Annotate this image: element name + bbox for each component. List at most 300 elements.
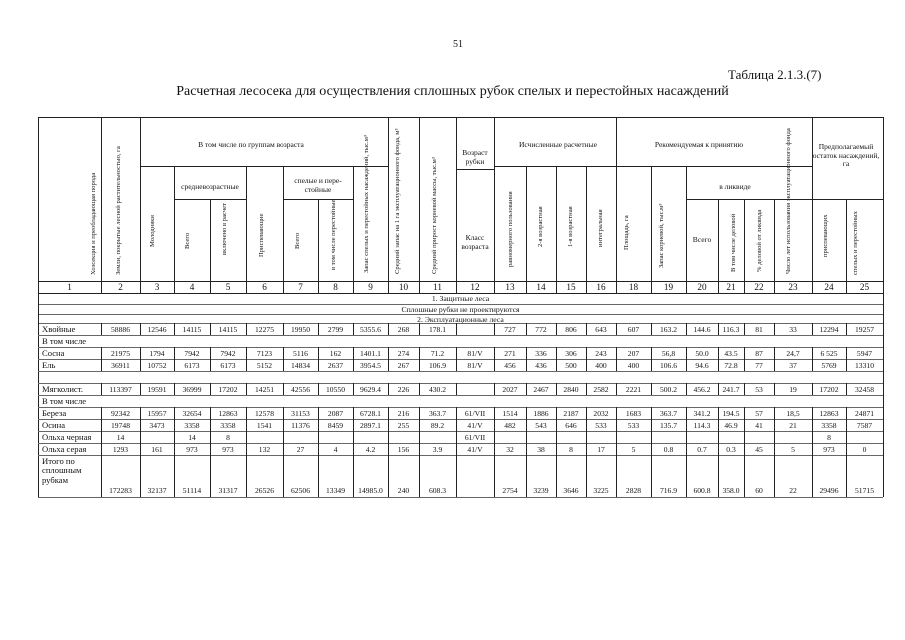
row-label: Итого по сплошным рубкам (42, 456, 82, 485)
table-cell: 241.7 (722, 385, 740, 394)
table-cell: 81 (755, 325, 763, 334)
row-border (38, 443, 883, 444)
table-cell: 12863 (218, 409, 238, 418)
table-cell: 10752 (147, 361, 167, 370)
grid-vline (744, 199, 745, 281)
table-cell: 178.1 (428, 325, 447, 334)
column-number: 3 (154, 282, 160, 292)
table-cell: 973 (222, 445, 234, 454)
table-cell: 61/VII (464, 409, 486, 418)
table-cell: 50.0 (695, 349, 709, 358)
header-middle-included: включено в расчет (221, 203, 228, 255)
header-calc-age1: 1-я возрастная (567, 206, 574, 247)
header-species: Хозсекция и преобладающая порода (90, 172, 97, 275)
table-cell: 226 (397, 385, 410, 394)
table-cell: 71.2 (430, 349, 445, 358)
table-cell: 0 (862, 445, 867, 454)
table-cell: 10550 (326, 385, 345, 394)
table-cell: 15957 (147, 409, 167, 418)
table-cell: 51715 (855, 486, 874, 495)
table-cell: 772 (535, 325, 547, 334)
table-cell: 6173 (184, 361, 200, 370)
column-number: 2 (118, 282, 123, 292)
column-number: 5 (225, 282, 231, 292)
table-cell: 106.9 (428, 361, 447, 370)
header-stock-mature: Запас спелых и перестойных насаждений, тыс.м³ (363, 135, 370, 273)
table-cell: 1683 (625, 409, 642, 418)
table-number: Таблица 2.1.3.(7) (728, 67, 822, 82)
table-cell: 61/VII (464, 433, 486, 442)
table-cell: 19591 (147, 385, 167, 394)
row-border (38, 395, 883, 396)
table-cell: 2187 (563, 409, 579, 418)
row-vline (456, 323, 457, 335)
column-number: 25 (859, 282, 870, 292)
table-cell: 7942 (184, 349, 200, 358)
label-incl-conifer: В том числе (42, 336, 87, 346)
row-vline (456, 455, 457, 497)
table-cell: 3225 (593, 486, 609, 495)
grid-vline (283, 166, 284, 281)
row-vline (494, 431, 495, 443)
row-label: Ольха черная (42, 432, 92, 442)
table-cell: 0.3 (726, 445, 736, 454)
table-cell: 114.3 (693, 421, 711, 430)
table-cell: 12275 (255, 325, 274, 334)
table-right-border (883, 293, 884, 497)
row-label: Осина (42, 420, 66, 430)
grid-vline (456, 117, 457, 281)
table-cell: 727 (504, 325, 516, 334)
table-cell: 42556 (291, 385, 310, 394)
table-cell: 2828 (625, 486, 642, 495)
table-cell: 240 (397, 486, 410, 495)
table-cell: 456 (504, 361, 516, 370)
header-liquid-total: Всего (692, 235, 712, 244)
table-cell: 58886 (111, 325, 130, 334)
table-cell: 3954.5 (360, 361, 381, 370)
column-number: 1 (67, 282, 72, 292)
table-cell: 1541 (256, 421, 273, 430)
table-cell: 5947 (856, 349, 873, 358)
label-incl-deciduous: В том числе (42, 396, 87, 406)
table-top-border (38, 117, 883, 118)
table-cell: 113397 (109, 385, 132, 394)
header-young: Молодняки (149, 215, 156, 247)
table-cell: 56,8 (661, 349, 676, 358)
table-cell: 3239 (533, 486, 549, 495)
header-cut-age: Возраст рубки (462, 148, 488, 166)
grid-vline (526, 166, 527, 281)
table-cell: 358.0 (722, 486, 740, 495)
table-cell: 3.9 (432, 445, 443, 454)
grid-hline (140, 166, 388, 167)
table-cell: 2467 (533, 385, 549, 394)
row-label: Ель (42, 360, 56, 370)
table-cell: 13310 (855, 361, 874, 370)
table-cell: 255 (397, 421, 410, 430)
table-cell: 31317 (218, 486, 238, 495)
table-cell: 2637 (327, 361, 344, 370)
table-cell: 24871 (855, 409, 874, 418)
header-mature: спелые и пере-стойные (294, 176, 342, 194)
table-cell: 400 (595, 361, 607, 370)
forest-cutting-table (38, 117, 883, 497)
table-cell: 156 (397, 445, 410, 454)
row-vline (686, 431, 687, 443)
header-age-groups: В том числе по группам возраста (198, 140, 304, 149)
grid-hline (456, 169, 494, 170)
grid-hline (38, 383, 883, 384)
table-cell: 12578 (255, 409, 274, 418)
grid-vline (174, 166, 175, 281)
table-cell: 94.6 (695, 361, 709, 370)
grid-vline (388, 117, 389, 281)
table-cell: 6728.1 (360, 409, 381, 418)
header-avg-stock: Средний запас на 1 га эксплуатационного фонда, м³ (394, 128, 401, 274)
grid-vline (812, 117, 813, 281)
table-cell: 2754 (502, 486, 518, 495)
table-cell: 5355.6 (360, 325, 381, 334)
table-cell: 216 (397, 409, 410, 418)
row-border (38, 497, 883, 498)
column-number: 19 (663, 282, 674, 292)
table-cell: 600.8 (693, 486, 711, 495)
table-cell: 8 (827, 433, 831, 442)
table-cell: 32 (506, 445, 514, 454)
table-cell: 5 (631, 445, 636, 454)
table-cell: 32654 (182, 409, 202, 418)
table-cell: 135.7 (659, 421, 678, 430)
grid-vline (140, 117, 141, 281)
table-cell: 716.9 (659, 486, 678, 495)
row-vline (419, 431, 420, 443)
column-number: 4 (189, 282, 195, 292)
table-cell: 21975 (111, 349, 130, 358)
table-cell: 33 (789, 325, 797, 334)
table-cell: 37 (789, 361, 797, 370)
header-calc-uniform: равномерного пользования (507, 191, 514, 267)
table-cell: 306 (565, 349, 577, 358)
table-cell: 172283 (109, 486, 132, 495)
table-cell: 194.5 (722, 409, 740, 418)
table-cell: 2799 (327, 325, 344, 334)
header-recommended: Рекомендуемая к принятию (654, 140, 744, 149)
row-vline (774, 431, 775, 443)
table-cell: 3646 (563, 486, 579, 495)
column-number: 18 (628, 282, 639, 292)
table-cell: 973 (186, 445, 198, 454)
column-number: 24 (824, 282, 834, 292)
table-cell: 8 (226, 433, 230, 442)
table-cell: 32137 (147, 486, 167, 495)
table-cell: 1401.1 (360, 349, 381, 358)
header-remainder-mature: спелых и перестойных (852, 211, 859, 275)
grid-vline (246, 166, 247, 281)
header-rec-area: Площадь, га (623, 215, 630, 250)
table-cell: 31153 (291, 409, 310, 418)
table-cell: 19748 (111, 421, 130, 430)
table-cell: 9629.4 (360, 385, 381, 394)
grid-hline (38, 347, 883, 348)
header-remainder-premature: приспевающих (822, 214, 829, 257)
table-cell: 41/V (467, 421, 483, 430)
table-cell: 19257 (855, 325, 874, 334)
grid-vline (353, 166, 354, 281)
header-rec-stock: Запас корневой, тыс.м³ (658, 203, 665, 268)
table-cell: 0.7 (697, 445, 707, 454)
header-middle-aged: средневозрастные (181, 182, 239, 191)
table-cell: 7942 (220, 349, 236, 358)
table-cell: 543 (535, 421, 547, 430)
column-number: 11 (433, 282, 442, 292)
row-border (38, 419, 883, 420)
table-cell: 46.9 (724, 421, 738, 430)
table-cell: 14985.0 (358, 486, 383, 495)
header-avg-increment: Средний прирост корневой массы, тыс.м³ (431, 157, 438, 274)
header-liquid-business: В том числе деловой (730, 213, 737, 272)
table-cell: 132 (258, 445, 271, 454)
table-cell: 17202 (218, 385, 238, 394)
grid-vline (651, 166, 652, 281)
table-cell: 14251 (255, 385, 274, 394)
table-cell: 363.7 (428, 409, 447, 418)
table-cell: 1886 (533, 409, 549, 418)
table-cell: 8459 (327, 421, 344, 430)
header-liquid: в ликвиде (719, 182, 751, 191)
header-calculated: Исчисленные расчетные (518, 140, 598, 149)
row-vline (651, 431, 652, 443)
table-cell: 22 (789, 486, 797, 495)
row-vline (140, 431, 141, 443)
header-lands: Земли, покрытые лесной растительностью, га (115, 146, 122, 275)
table-cell: 6 525 (820, 349, 838, 358)
table-cell: 18,5 (786, 409, 800, 418)
row-vline (353, 431, 354, 443)
table-cell: 267 (397, 361, 410, 370)
table-cell: 163.2 (659, 325, 678, 334)
column-number: 16 (596, 282, 606, 292)
table-cell: 36999 (182, 385, 202, 394)
row-vline (556, 431, 557, 443)
grid-hline (686, 199, 812, 200)
table-cell: 643 (595, 325, 607, 334)
table-cell: 500.2 (659, 385, 678, 394)
table-cell: 3358 (821, 421, 837, 430)
table-cell: 14834 (291, 361, 310, 370)
column-number: 10 (398, 282, 409, 292)
grid-vline (686, 166, 687, 281)
table-cell: 11376 (291, 421, 310, 430)
header-liquid-percent: % деловой от ликвида (756, 209, 763, 272)
table-cell: 12863 (819, 409, 839, 418)
table-cell: 271 (504, 349, 516, 358)
table-cell: 0.8 (663, 445, 674, 454)
row-vline (526, 431, 527, 443)
table-cell: 17 (597, 445, 605, 454)
table-cell: 6173 (220, 361, 236, 370)
row-border (38, 455, 883, 456)
grid-vline (101, 117, 102, 281)
table-cell: 13349 (326, 486, 345, 495)
page-number: 51 (453, 39, 463, 50)
table-cell: 268 (397, 325, 410, 334)
row-label: Хвойные (42, 324, 76, 334)
table-cell: 81/V (467, 361, 483, 370)
column-number: 20 (697, 282, 707, 292)
table-cell: 4 (333, 445, 338, 454)
row-border (38, 431, 883, 432)
section-not-designed: Сплошные рубки не проектируются (401, 305, 520, 314)
table-cell: 5116 (293, 349, 308, 358)
table-cell: 5 (791, 445, 795, 454)
grid-hline (494, 166, 616, 167)
table-cell: 26526 (255, 486, 274, 495)
table-cell: 8 (569, 445, 573, 454)
row-vline (456, 383, 457, 395)
table-cell: 21 (789, 421, 797, 430)
table-cell: 38 (537, 445, 545, 454)
table-cell: 41 (755, 421, 763, 430)
table-cell: 29496 (819, 486, 839, 495)
grid-vline (38, 117, 39, 281)
table-cell: 45 (755, 445, 763, 454)
table-cell: 77 (755, 361, 763, 370)
table-cell: 1293 (112, 445, 129, 454)
row-border (38, 371, 883, 372)
table-cell: 4.2 (365, 445, 376, 454)
table-cell: 62506 (291, 486, 310, 495)
table-cell: 14 (116, 433, 125, 442)
row-vline (246, 431, 247, 443)
table-cell: 2582 (593, 385, 609, 394)
table-cell: 2221 (625, 385, 642, 394)
table-cell: 243 (595, 349, 607, 358)
table-cell: 607 (627, 325, 640, 334)
column-number: 22 (754, 282, 764, 292)
table-cell: 430.2 (428, 385, 447, 394)
row-label: Сосна (42, 348, 65, 358)
table-cell: 533 (627, 421, 640, 430)
table-cell: 72.8 (724, 361, 738, 370)
grid-vline (774, 199, 775, 281)
grid-vline (718, 199, 719, 281)
table-cell: 106.6 (659, 361, 678, 370)
table-cell: 2027 (502, 385, 518, 394)
table-cell: 533 (595, 421, 607, 430)
header-mature-total: Всего (294, 232, 301, 249)
column-number: 15 (566, 282, 576, 292)
table-cell: 646 (565, 421, 577, 430)
table-cell: 7587 (856, 421, 873, 430)
table-cell: 608.3 (428, 486, 447, 495)
table-cell: 81/V (467, 349, 483, 358)
table-cell: 500 (565, 361, 577, 370)
table-cell: 2087 (327, 409, 344, 418)
table-cell: 436 (535, 361, 547, 370)
section-protective: 1. Защитные леса (431, 294, 490, 303)
column-number: 14 (536, 282, 546, 292)
header-calc-integral: интегральная (597, 209, 604, 247)
column-number: 6 (262, 282, 267, 292)
row-vline (388, 431, 389, 443)
grid-hline (812, 199, 883, 200)
table-title: Расчетная лесосека для осуществления сплошных рубок спелых и перестойных насаждений (176, 84, 729, 99)
row-vline (586, 431, 587, 443)
table-cell: 162 (329, 349, 342, 358)
grid-vline (318, 199, 319, 281)
table-cell: 60 (755, 486, 763, 495)
table-cell: 806 (565, 325, 577, 334)
table-cell: 144.6 (693, 325, 711, 334)
table-cell: 14115 (218, 325, 238, 334)
row-border (38, 359, 883, 360)
table-cell: 1794 (149, 349, 165, 358)
grid-vline (586, 166, 587, 281)
table-cell: 7123 (256, 349, 273, 358)
column-number: 13 (505, 282, 515, 292)
column-number: 23 (788, 282, 798, 292)
table-cell: 14115 (182, 325, 202, 334)
column-number: 21 (726, 282, 736, 292)
grid-vline (883, 117, 884, 281)
header-calc-age2: 2-я возрастная (537, 206, 544, 247)
table-cell: 36911 (111, 361, 130, 370)
column-number: 12 (470, 282, 480, 292)
table-cell: 2840 (563, 385, 579, 394)
table-cell: 87 (755, 349, 763, 358)
table-cell: 17202 (819, 385, 839, 394)
header-premature: Приспевающие (258, 213, 265, 257)
table-cell: 3358 (220, 421, 236, 430)
grid-hline (616, 166, 812, 167)
row-vline (283, 431, 284, 443)
table-cell: 19 (789, 385, 797, 394)
table-cell: 19950 (291, 325, 310, 334)
section-exploitation: 2. Эксплуатационные леса (417, 315, 504, 324)
table-cell: 53 (755, 385, 763, 394)
table-cell: 3473 (149, 421, 165, 430)
table-cell: 3358 (184, 421, 200, 430)
table-cell: 41/V (467, 445, 483, 454)
grid-vline (883, 281, 884, 293)
table-cell: 341.2 (693, 409, 711, 418)
table-cell: 24,7 (786, 349, 800, 358)
header-years-use: Число лет использования эксплуатационного фонда (785, 128, 792, 274)
table-cell: 51114 (182, 486, 202, 495)
table-cell: 27 (296, 445, 305, 454)
table-cell: 43.5 (724, 349, 738, 358)
table-cell: 207 (627, 349, 640, 358)
table-cell: 2032 (593, 409, 609, 418)
column-number: 9 (368, 282, 373, 292)
table-cell: 482 (504, 421, 516, 430)
row-vline (744, 431, 745, 443)
table-cell: 1514 (502, 409, 518, 418)
table-cell: 363.7 (659, 409, 678, 418)
grid-vline (846, 199, 847, 281)
column-number: 7 (298, 282, 303, 292)
row-vline (616, 431, 617, 443)
table-cell: 5152 (256, 361, 273, 370)
table-cell: 12294 (819, 325, 839, 334)
row-label: Береза (42, 408, 67, 418)
header-overmature: в том числе перестойные (330, 199, 337, 270)
row-label: Мягколист. (42, 384, 83, 394)
grid-vline (494, 117, 495, 281)
table-cell: 400 (627, 361, 640, 370)
row-vline (846, 431, 847, 443)
